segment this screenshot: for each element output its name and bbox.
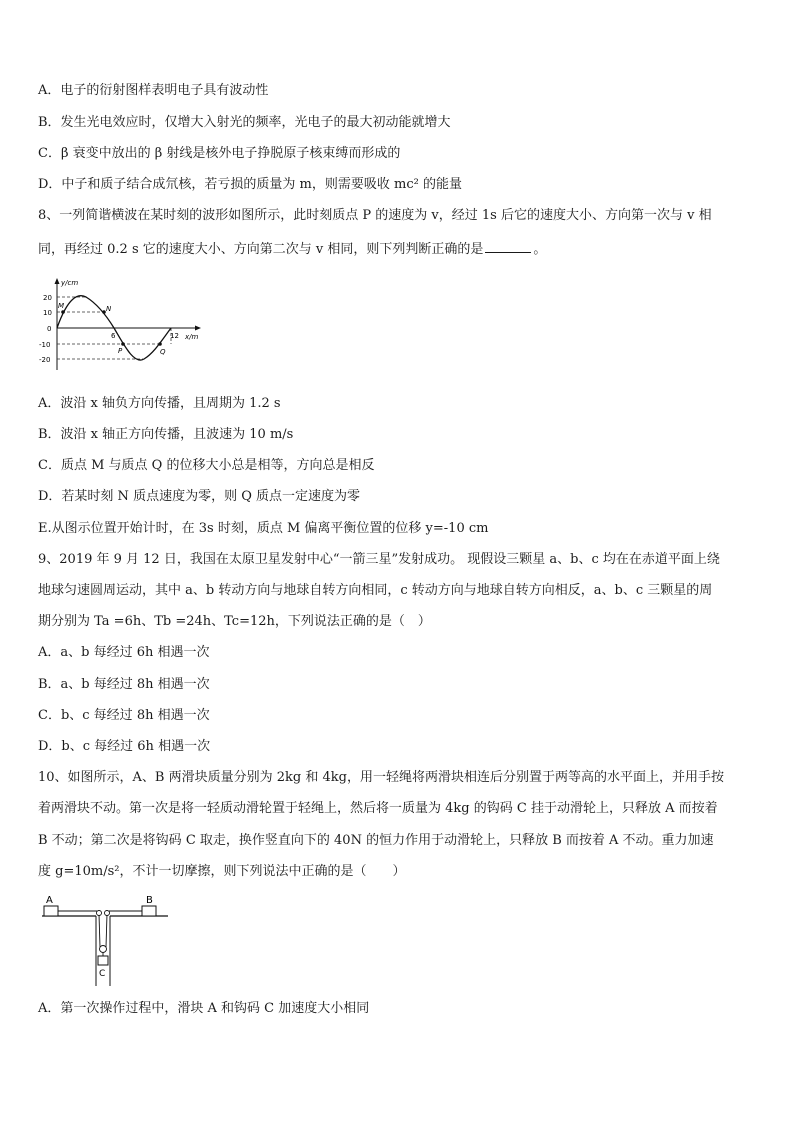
q7-option-a: A．电子的衍射图样表明电子具有波动性 bbox=[38, 83, 269, 98]
q8-stem-line1: 8、一列简谐横波在某时刻的波形如图所示，此时刻质点 P 的速度为 v，经过 1s 后它的速度大小、方向第一次与 v 相 bbox=[38, 208, 712, 223]
label-b: B bbox=[146, 895, 153, 906]
block-b bbox=[142, 906, 156, 916]
q8-option-b: B．波沿 x 轴正方向传播，且波速为 10 m/s bbox=[38, 427, 294, 442]
q10-option-a: A．第一次操作过程中，滑块 A 和钩码 C 加速度大小相同 bbox=[38, 1001, 370, 1016]
label-m: M bbox=[58, 302, 65, 310]
y-axis-label: y/cm bbox=[61, 279, 79, 287]
x-tick-12: 12 bbox=[170, 332, 179, 340]
y-tick-20: 20 bbox=[43, 294, 52, 302]
weight-c bbox=[98, 956, 108, 965]
x-axis-label: x/m bbox=[185, 333, 199, 341]
movable-pulley bbox=[100, 946, 107, 953]
q9-stem-line1: 9、2019 年 9 月 12 日，我国在太原卫星发射中心“一箭三星”发射成功。 现假设三颗星 a、b、c 均在在赤道平面上绕 bbox=[38, 552, 720, 567]
q7-option-b: B．发生光电效应时，仅增大入射光的频率，光电子的最大初动能就增大 bbox=[38, 115, 451, 130]
point-m bbox=[61, 310, 65, 314]
label-n: N bbox=[106, 305, 112, 313]
y-tick-10: 10 bbox=[43, 309, 52, 317]
q8-option-c: C．质点 M 与质点 Q 的位移大小总是相等，方向总是相反 bbox=[38, 458, 375, 473]
pulley-figure bbox=[38, 890, 173, 990]
q10-stem-line2: 着两滑块不动。第一次是将一轻质动滑轮置于轻绳上，然后将一质量为 4kg 的钩码 C 挂于动滑轮上，只释放 A 而按着 bbox=[38, 801, 718, 816]
rope-right-vertical bbox=[106, 914, 107, 947]
x-axis-arrow bbox=[195, 326, 201, 331]
point-p bbox=[121, 342, 125, 346]
right-fixed-pulley bbox=[105, 911, 110, 916]
y-tick-0: 0 bbox=[47, 325, 52, 333]
y-tick-minus10: -10 bbox=[39, 341, 51, 349]
q8-option-e: E.从图示位置开始计时，在 3s 时刻，质点 M 偏离平衡位置的位移 y=-10 cm bbox=[38, 521, 489, 536]
left-fixed-pulley bbox=[97, 911, 102, 916]
rope-left-vertical bbox=[99, 914, 100, 947]
q8-stem-line2 bbox=[38, 240, 546, 258]
q8-option-a: A．波沿 x 轴负方向传播，且周期为 1.2 s bbox=[38, 396, 281, 411]
block-a bbox=[44, 906, 58, 916]
q10-stem-line4: 度 g=10m/s²，不计一切摩擦，则下列说法中正确的是（ ） bbox=[38, 864, 406, 879]
q9-stem-line3: 期分别为 Ta =6h、Tb =24h、Tc=12h，下列说法正确的是（ ） bbox=[38, 614, 431, 629]
wave-graph bbox=[38, 275, 208, 375]
q9-option-d: D．b、c 每经过 6h 相遇一次 bbox=[38, 739, 211, 754]
x-tick-6: 6 bbox=[111, 332, 116, 340]
q10-stem-line1: 10、如图所示，A、B 两滑块质量分别为 2kg 和 4kg，用一轻绳将两滑块相连后分别置于两等高的水平面上，并用手按 bbox=[38, 770, 724, 785]
label-c: C bbox=[99, 969, 106, 979]
point-q bbox=[158, 342, 162, 346]
q8-option-d: D．若某时刻 N 质点速度为零，则 Q 质点一定速度为零 bbox=[38, 489, 360, 504]
q10-stem-line3: B 不动；第二次是将钩码 C 取走，换作竖直向下的 40N 的恒力作用于动滑轮上，只释放 B 而按着 A 不动。重力加速 bbox=[38, 833, 714, 848]
y-axis-arrow bbox=[55, 278, 60, 284]
y-tick-minus20: -20 bbox=[39, 356, 51, 364]
q9-stem-line2: 地球匀速圆周运动，其中 a、b 转动方向与地球自转方向相同，c 转动方向与地球自转方向相反，a、b、c 三颗星的周 bbox=[38, 583, 713, 598]
q9-option-b: B．a、b 每经过 8h 相遇一次 bbox=[38, 677, 210, 692]
label-q: Q bbox=[160, 348, 166, 356]
answer-blank bbox=[485, 240, 531, 253]
label-a: A bbox=[46, 895, 53, 906]
q9-option-a: A．a、b 每经过 6h 相遇一次 bbox=[38, 645, 210, 660]
q7-option-d: D．中子和质子结合成氘核，若亏损的质量为 m，则需要吸收 mc² 的能量 bbox=[38, 177, 462, 192]
q9-option-c: C．b、c 每经过 8h 相遇一次 bbox=[38, 708, 210, 723]
q7-option-c: C．β 衰变中放出的 β 射线是核外电子挣脱原子核束缚而形成的 bbox=[38, 146, 401, 161]
label-p: P bbox=[118, 347, 123, 355]
q8-stem-text: 同，再经过 0.2 s 它的速度大小、方向第二次与 v 相同，则下列判断正确的是 bbox=[38, 242, 484, 257]
q8-stem-end: 。 bbox=[533, 242, 547, 257]
